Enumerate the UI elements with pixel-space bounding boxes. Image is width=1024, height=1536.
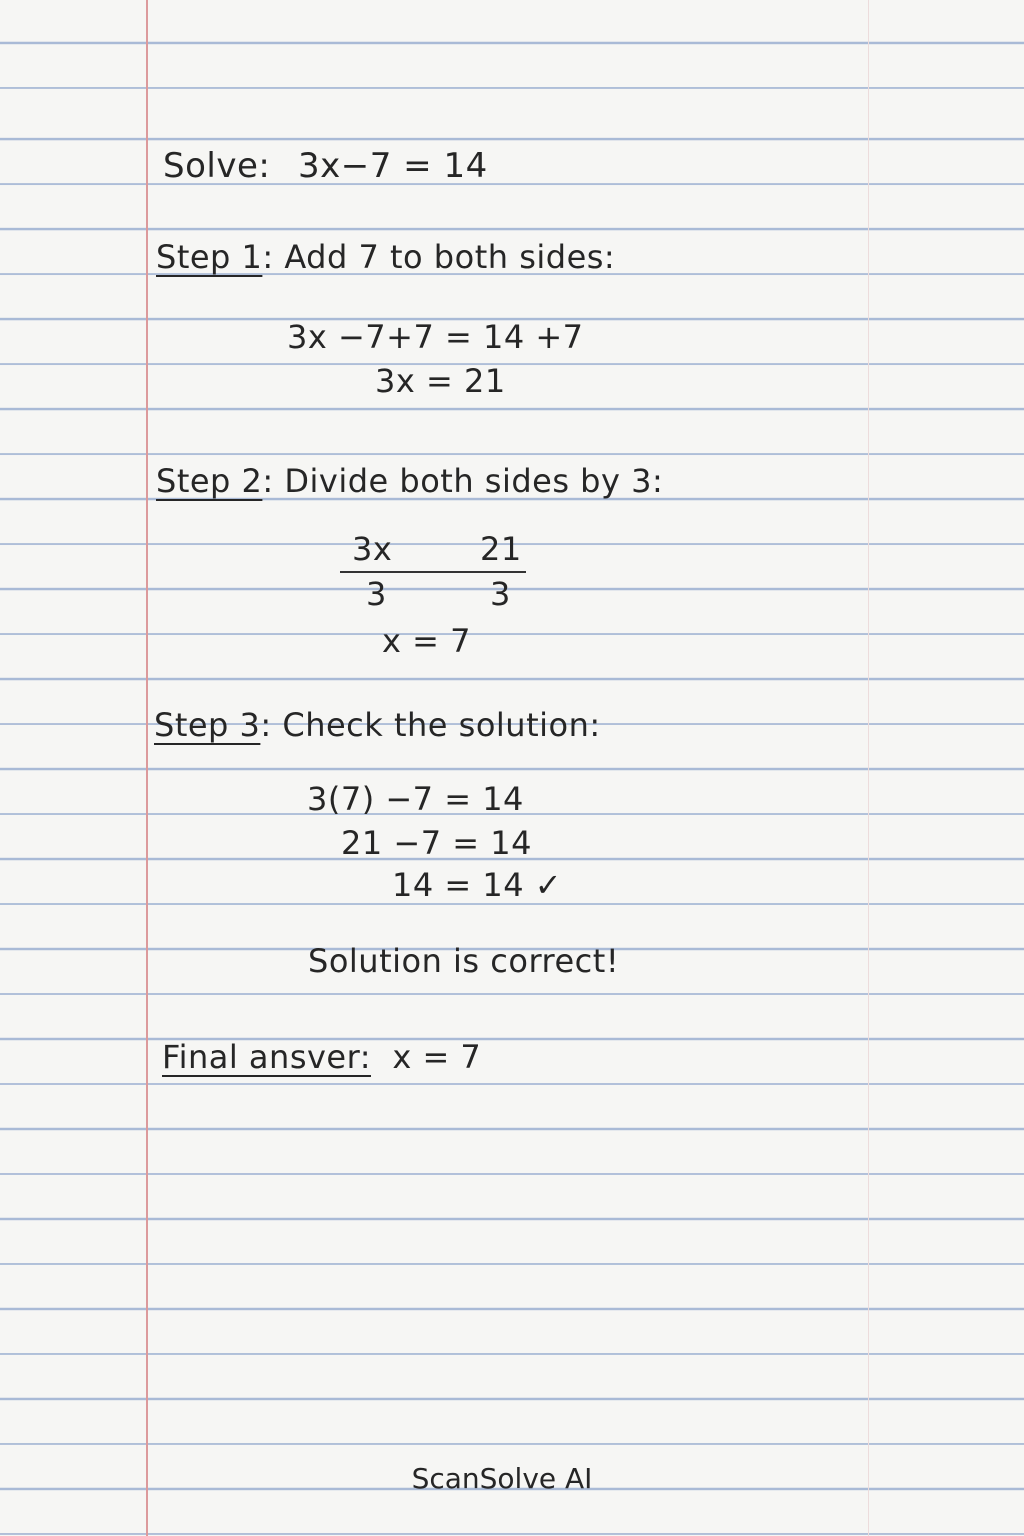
fraction-numerator-right: 21	[480, 530, 522, 568]
verdict-text: Solution is correct!	[308, 942, 620, 980]
problem-equation: 3x−7 = 14	[298, 146, 488, 186]
step2-result: x = 7	[382, 622, 471, 660]
fraction-denominator-left: 3	[366, 575, 387, 613]
step1-heading	[156, 238, 615, 276]
brand-footer: ScanSolve AI	[411, 1462, 593, 1495]
problem-label: Solve:	[163, 146, 271, 186]
step3-line-1: 3(7) −7 = 14	[307, 780, 524, 818]
final-answer	[162, 1038, 481, 1076]
fraction-bar	[340, 571, 526, 573]
step1-line-2: 3x = 21	[375, 362, 506, 400]
margin-line	[146, 0, 148, 1536]
fraction-numerator-left: 3x	[352, 530, 393, 568]
step1-line-1: 3x −7+7 = 14 +7	[287, 318, 584, 356]
step1-instruction: : Add 7 to both sides:	[262, 238, 616, 276]
step3-heading	[154, 706, 601, 744]
step1-label: Step 1	[156, 238, 263, 276]
final-label: Final ansver:	[162, 1038, 371, 1076]
step3-line-2: 21 −7 = 14	[341, 824, 532, 862]
fraction-denominator-right: 3	[490, 575, 511, 613]
step2-instruction: : Divide both sides by 3:	[262, 462, 664, 500]
final-value: x = 7	[392, 1038, 482, 1076]
step3-label: Step 3	[154, 706, 261, 744]
step2-label: Step 2	[156, 462, 263, 500]
step2-heading	[156, 462, 663, 500]
faint-vertical-line	[868, 0, 869, 1536]
step3-line-3: 14 = 14 ✓	[392, 866, 563, 904]
step3-instruction: : Check the solution:	[260, 706, 601, 744]
